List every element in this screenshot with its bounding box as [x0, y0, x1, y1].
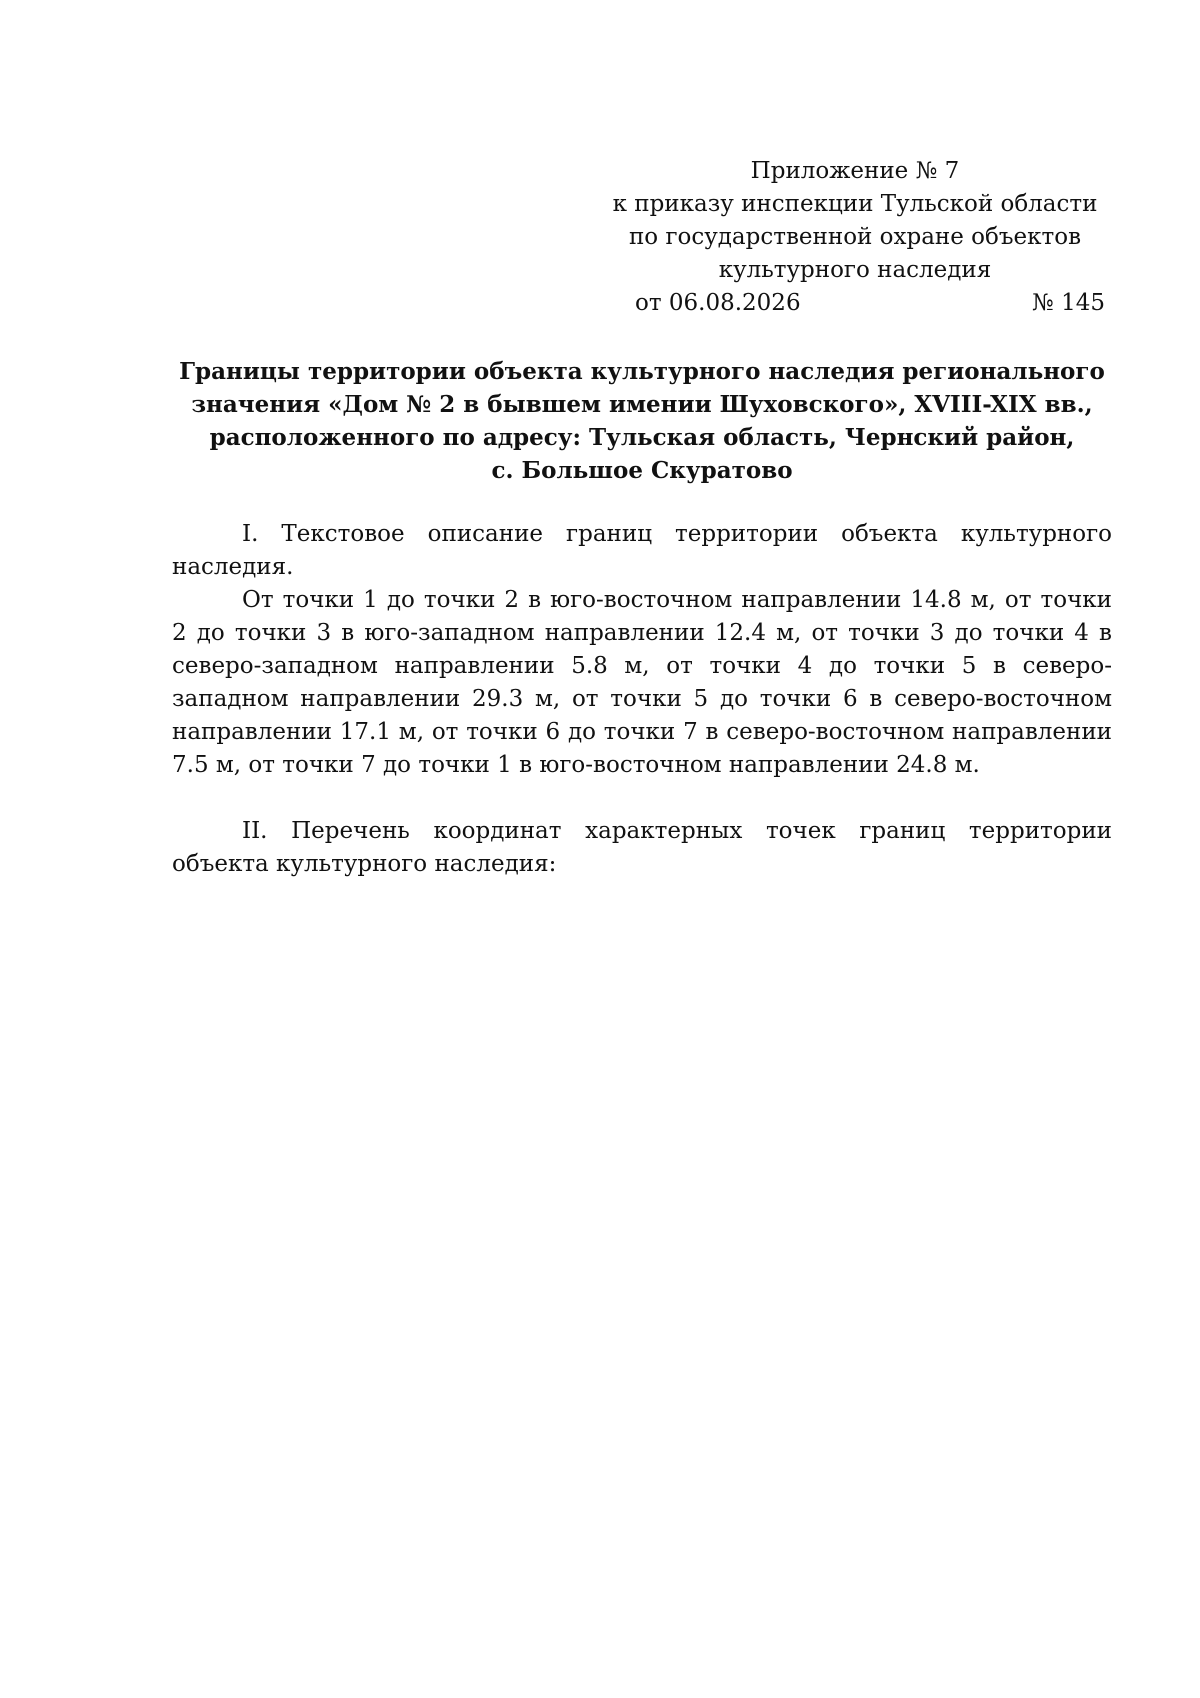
- order-date: от 06.08.2026: [635, 290, 801, 316]
- appendix-line-1: к приказу инспекции Тульской области: [612, 191, 1098, 217]
- heading-line-2: значения «Дом № 2 в бывшем имении Шуховского», XVIII-XIX вв.,: [191, 391, 1093, 418]
- document-body: [172, 518, 1112, 881]
- appendix-title: Приложение № 7: [750, 158, 960, 184]
- order-number: № 145: [1032, 290, 1105, 316]
- appendix-date-row: [595, 287, 1115, 320]
- appendix-line-2: по государственной охране объектов: [628, 224, 1082, 250]
- document-heading: [172, 355, 1112, 487]
- heading-line-3: расположенного по адресу: Тульская область, Чернский район,: [209, 424, 1075, 451]
- section-1-title: I. Текстовое описание границ территории объекта культурного наследия.: [172, 521, 1112, 580]
- heading-line-4: с. Большое Скуратово: [491, 457, 793, 484]
- appendix-block: [595, 155, 1115, 320]
- appendix-line-3: культурного наследия: [718, 257, 992, 283]
- heading-line-1: Границы территории объекта культурного наследия регионального: [179, 358, 1105, 385]
- section-2-title: II. Перечень координат характерных точек границ территории объекта культурного наследия:: [172, 818, 1112, 877]
- section-1-text: От точки 1 до точки 2 в юго-восточном направлении 14.8 м, от точки 2 до точки 3 в юго-западном направлении 12.4 м, от точки 3 до точки 4 в северо-западном направлении 5.8 м, от точки 4 до точки 5 в северо-западном направлении 29.3 м, от точки 5 до точки 6 в северо-восточном направлении 17.1 м, от точки 6 до точки 7 в северо-восточном направлении 7.5 м, от точки 7 до точки 1 в юго-восточном направлении 24.8 м.: [172, 587, 1112, 778]
